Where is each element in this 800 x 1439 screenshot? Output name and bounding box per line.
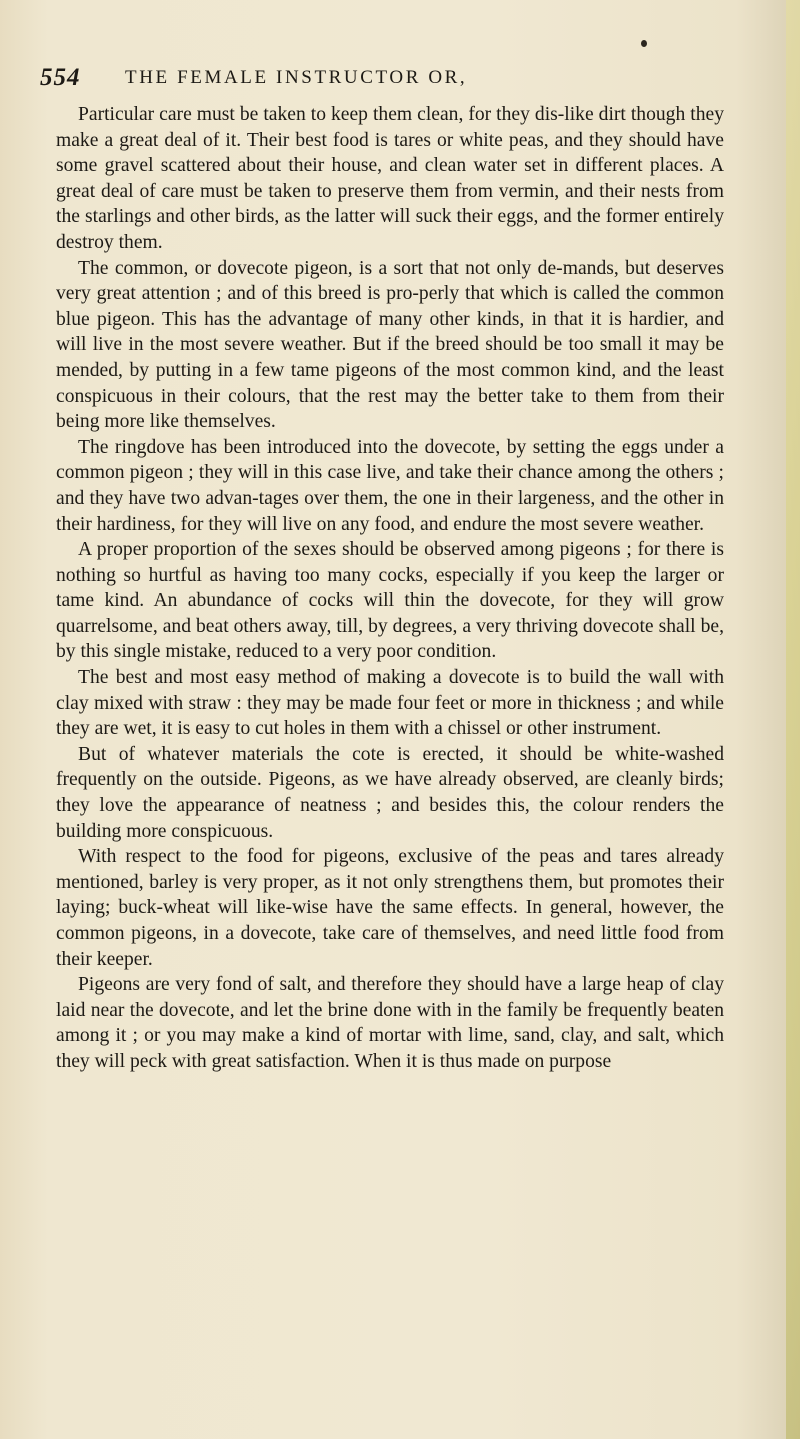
page-header: [40, 60, 730, 100]
paragraph: The common, or dovecote pigeon, is a sort that not only de-mands, but deserves very great attention ; and of this breed is pro-perly that which is called the common blue pigeon. This has the advantage of many other kinds, in that it is hardier, and will live in the most severe weather. But if the breed should be too small it may be mended, by putting in a few tame pigeons of the most common kind, and the least conspicuous in their colours, that the rest may the better take to them from their being more like themselves.: [56, 257, 724, 433]
paragraph: The best and most easy method of making a dovecote is to build the wall with clay mixed with straw : they may be made four feet or more in thickness ; and while they are wet, it is easy to cut holes in them with a chissel or other instrument.: [56, 667, 724, 740]
paragraph: Pigeons are very fond of salt, and therefore they should have a large heap of clay laid near the dovecote, and let the brine done with in the family be frequently beaten among it ; or you may make a kind of mortar with lime, sand, clay, and salt, which they will peck with great satisfaction. When it is thus made on purpose: [56, 974, 724, 1072]
running-head: THE FEMALE INSTRUCTOR OR,: [125, 67, 468, 88]
paragraph: But of whatever materials the cote is erected, it should be white-washed frequently on the outside. Pigeons, as we have already observed, are cleanly birds; they love the appearance of neatness ; and besides this, the colour renders the building more conspicuous.: [56, 743, 724, 842]
ink-spot: [641, 40, 647, 47]
body-text: [56, 102, 724, 1075]
paragraph: With respect to the food for pigeons, exclusive of the peas and tares already mentioned, barley is very proper, as it not only strengthens them, but promotes their laying; buck-wheat will like-wise have the same effects. In general, however, the common pigeons, in a dovecote, take care of themselves, and need little food from their keeper.: [56, 846, 724, 970]
paragraph: A proper proportion of the sexes should be observed among pigeons ; for there is nothing so hurtful as having too many cocks, especially if you keep the larger or tame kind. An abundance of cocks will thin the dovecote, for they will grow quarrelsome, and beat others away, till, by degrees, a very thriving dovecote shall be, by this single mistake, reduced to a very poor condition.: [56, 539, 724, 663]
page-number: 554: [40, 64, 81, 91]
paragraph: The ringdove has been introduced into the dovecote, by setting the eggs under a common pigeon ; they will in this case live, and take their chance among the others ; and they have two advan-tages over them, the one in their largeness, and the other in their hardiness, for they will live on any food, and endure the most severe weather.: [56, 436, 724, 535]
page-edge-stain: [786, 0, 800, 1439]
paragraph: Particular care must be taken to keep them clean, for they dis-like dirt though they make a great deal of it. Their best food is tares or white peas, and they should have some gravel scattered about their house, and clean water set in different places. A great deal of care must be taken to preserve them from vermin, and their nests from the starlings and other birds, as the latter will suck their eggs, and the former entirely destroy them.: [56, 104, 724, 253]
